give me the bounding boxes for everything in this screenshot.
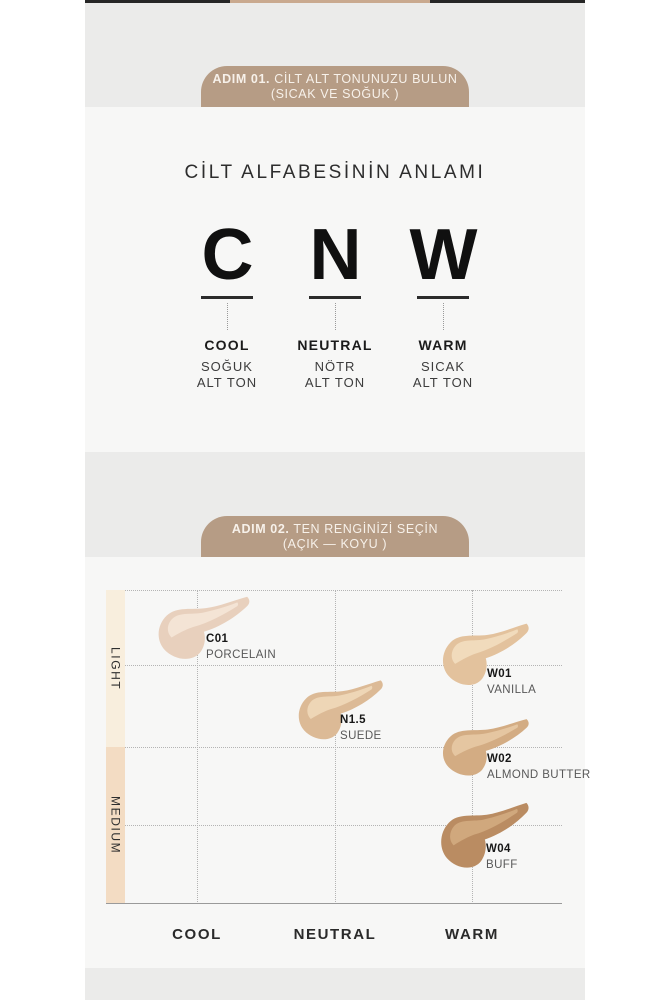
x-axis-line	[106, 903, 562, 904]
shade-code: W04	[486, 843, 511, 855]
row-label-light: LIGHT	[108, 646, 123, 691]
step2-badge-subtitle: (AÇIK — KOYU )	[282, 536, 388, 551]
undertone-letter-columns	[85, 215, 585, 392]
shade-code: C01	[206, 633, 229, 645]
tone-sub-neutral	[305, 359, 365, 392]
letter-cool: C	[201, 215, 253, 295]
dotted-connector	[443, 303, 444, 330]
step1-badge-title: CİLT ALT TONUNUZU BULUN	[274, 71, 458, 86]
row-label-medium: MEDIUM	[108, 796, 123, 855]
letter-column-cool	[173, 215, 281, 392]
step1-badge-line1	[201, 72, 469, 87]
column-label-warm: WARM	[445, 926, 499, 943]
tone-label-neutral: NEUTRAL	[297, 336, 373, 353]
swatch-label-w02	[487, 753, 591, 781]
tone-sub-line2: ALT TON	[304, 375, 366, 391]
step1-heading: CİLT ALFABESİNİN ANLAMI	[184, 162, 486, 183]
dotted-connector	[227, 303, 228, 330]
letter-column-warm	[389, 215, 497, 392]
column-label-neutral: NEUTRAL	[293, 926, 377, 943]
row-band-medium	[106, 747, 125, 904]
step2-badge	[201, 516, 469, 557]
step1-badge	[201, 66, 469, 107]
letter-underline	[201, 296, 253, 299]
shade-name: PORCELAIN	[206, 649, 277, 661]
shade-name: BUFF	[486, 859, 518, 871]
step2-badge-title: TEN RENGİNİZİ SEÇİN	[293, 521, 439, 536]
swatch-label-n1-5	[340, 714, 382, 742]
letter-underline	[417, 296, 469, 299]
tone-sub-cool	[197, 359, 257, 392]
shade-name: ALMOND BUTTER	[487, 769, 591, 781]
column-label-cool: COOL	[172, 926, 222, 943]
tone-sub-line2: ALT TON	[196, 375, 258, 391]
letter-underline	[309, 296, 361, 299]
section-divider-band-bottom	[85, 968, 585, 1000]
tone-sub-line1: NÖTR	[314, 358, 356, 374]
letter-warm: W	[409, 215, 477, 295]
step2-badge-line1	[201, 522, 469, 537]
step1-badge-prefix: ADIM 01.	[212, 71, 271, 86]
letter-column-neutral	[281, 215, 389, 392]
shade-code: N1.5	[340, 714, 366, 726]
row-band-light	[106, 590, 125, 747]
tone-sub-warm	[413, 359, 473, 392]
step1-badge-subtitle: (SICAK VE SOĞUK )	[270, 86, 400, 101]
tone-sub-line1: SICAK	[420, 358, 465, 374]
step2-badge-prefix: ADIM 02.	[231, 521, 290, 536]
tone-label-cool: COOL	[204, 336, 250, 353]
swatch-label-w04	[486, 843, 518, 871]
letter-neutral: N	[309, 215, 361, 295]
dotted-connector	[335, 303, 336, 330]
tone-sub-line1: SOĞUK	[201, 358, 253, 374]
shade-code: W01	[487, 668, 512, 680]
shade-code: W02	[487, 753, 512, 765]
shade-name: SUEDE	[340, 730, 382, 742]
swatch-label-w01	[487, 668, 536, 696]
grid-line-vertical-neutral	[335, 590, 336, 904]
foundation-smear-w04	[430, 797, 534, 874]
swatch-label-c01	[206, 633, 276, 661]
shade-name: VANILLA	[487, 684, 537, 696]
tone-sub-line2: ALT TON	[412, 375, 474, 391]
tone-label-warm: WARM	[418, 336, 468, 353]
content-column	[85, 0, 591, 1000]
